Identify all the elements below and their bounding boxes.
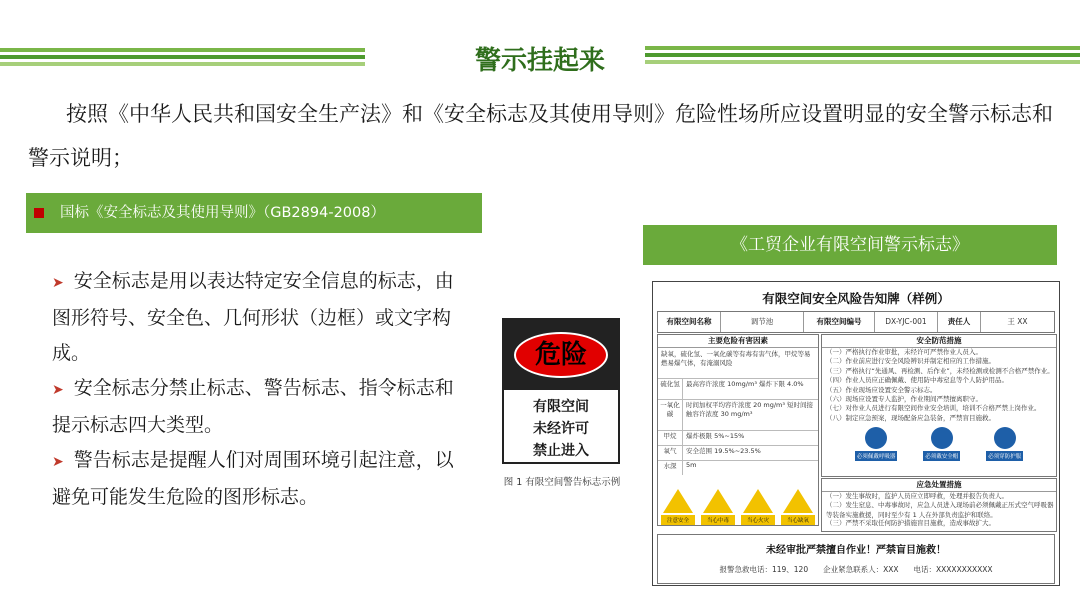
hazard-panel: 主要危险有害因素 缺氧，硫化氢、一氧化碳等有毒有害气体，甲烷等易燃易爆气体，有淹溺风险 硫化氢 最高容许浓度 10mg/m³ 爆炸下限 4.0% 一氧化碳 时间加权平均容许浓度 20 mg/m³ 短时间接触容许浓度 30 mg/m³ 甲烷 爆炸极限 5%~15% 氧气 安全范围 19.5%~23.5% 水深 5m	[657, 334, 819, 526]
board-footer	[657, 534, 1055, 584]
page-title: 警示挂起来	[474, 46, 605, 76]
sign-line: 禁止进入	[533, 443, 589, 459]
bullet-item: ➤ 安全标志是用以表达特定安全信息的标志，由图形符号、安全色、几何形状（边框）或文字构成。	[52, 270, 454, 364]
arrow-bullet-icon: ➤	[52, 382, 64, 398]
helmet-icon	[931, 427, 953, 449]
footer-contact: 报警急救电话：119、120 企业紧急联系人：XXX 电话：XXXXXXXXXXX	[719, 565, 993, 574]
danger-sign	[502, 318, 620, 464]
protective-suit-icon	[994, 427, 1016, 449]
standard-banner	[26, 193, 482, 233]
caution-icon	[663, 489, 693, 513]
footer-warning: 未经审批严禁擅自作业！严禁盲目施救！	[766, 545, 946, 556]
oxygen-deficiency-icon	[783, 489, 813, 513]
bullet-square-icon	[34, 208, 44, 218]
sign-line: 有限空间	[533, 399, 589, 415]
board-header-row: 有限空间名称 调节池 有限空间编号 DX-YJC-001 责任人 王 XX	[657, 311, 1055, 333]
intro-paragraph: 按照《中华人民共和国安全生产法》和《安全标志及其使用导则》危险性场所应设置明显的安全警示标志和警示说明；	[28, 102, 1053, 170]
standard-banner-text: 国标《安全标志及其使用导则》（GB2894-2008）	[60, 205, 385, 221]
arrow-bullet-icon: ➤	[52, 275, 64, 291]
fire-icon	[743, 489, 773, 513]
bullet-item: ➤ 安全标志分禁止标志、警告标志、指令标志和提示标志四大类型。	[52, 377, 454, 436]
measures-panel: 安全防范措施 （一）严格执行作业审批，未经许可严禁作业人员入。 （二）作业前应进行安全风险辨识并制定相应的工作措施。 （三）严格执行“先通风、再检测、后作业”，未经检测或检测不合格严禁作业。 （四）作业人员应正确佩戴、使用防中毒窒息等个人防护用品。 （五）作业现场应设置安全警示标志。 （六）现场应设置专人监护，作业期间严禁擅离职守。 （七）对作业人员进行有限空间作业安全培训，培训不合格严禁上岗作业。 （八）制定应急预案，现场配备应急装备，严禁盲目施救。 必须佩戴呼吸器 必须戴安全帽 必须穿防护服	[821, 334, 1057, 477]
mandatory-signs: 必须佩戴呼吸器 必须戴安全帽 必须穿防护服	[822, 423, 1056, 461]
warning-signs: 注意安全 当心中毒 当心火灾 当心缺氧	[661, 489, 815, 525]
sign-line: 未经许可	[533, 421, 589, 437]
bullet-item: ➤ 警告标志是提醒人们对周围环境引起注意，以避免可能发生危险的图形标志。	[52, 449, 454, 508]
arrow-bullet-icon: ➤	[52, 454, 64, 470]
risk-notice-board	[652, 281, 1060, 586]
right-banner: 《工贸企业有限空间警示标志》	[643, 225, 1057, 265]
bullet-list	[52, 264, 472, 515]
board-title: 有限空间安全风险告知牌（样例）	[762, 291, 950, 306]
poison-icon	[703, 489, 733, 513]
respirator-icon	[865, 427, 887, 449]
danger-oval: 危险	[514, 332, 608, 378]
emergency-panel: 应急处置措施 （一）发生事故时，监护人员应立即呼救，处理并报告负责人。 （二）发生窒息、中毒事故时，应急人员进入现场前必须佩戴正压式空气呼吸器等装备实施救援，同时至少有 1 人在外部负责监护和联络。 （三）严禁不采取任何防护措施盲目施救，造成事故扩大。	[821, 478, 1057, 532]
sign-caption: 图 1 有限空间警告标志示例	[503, 477, 621, 488]
